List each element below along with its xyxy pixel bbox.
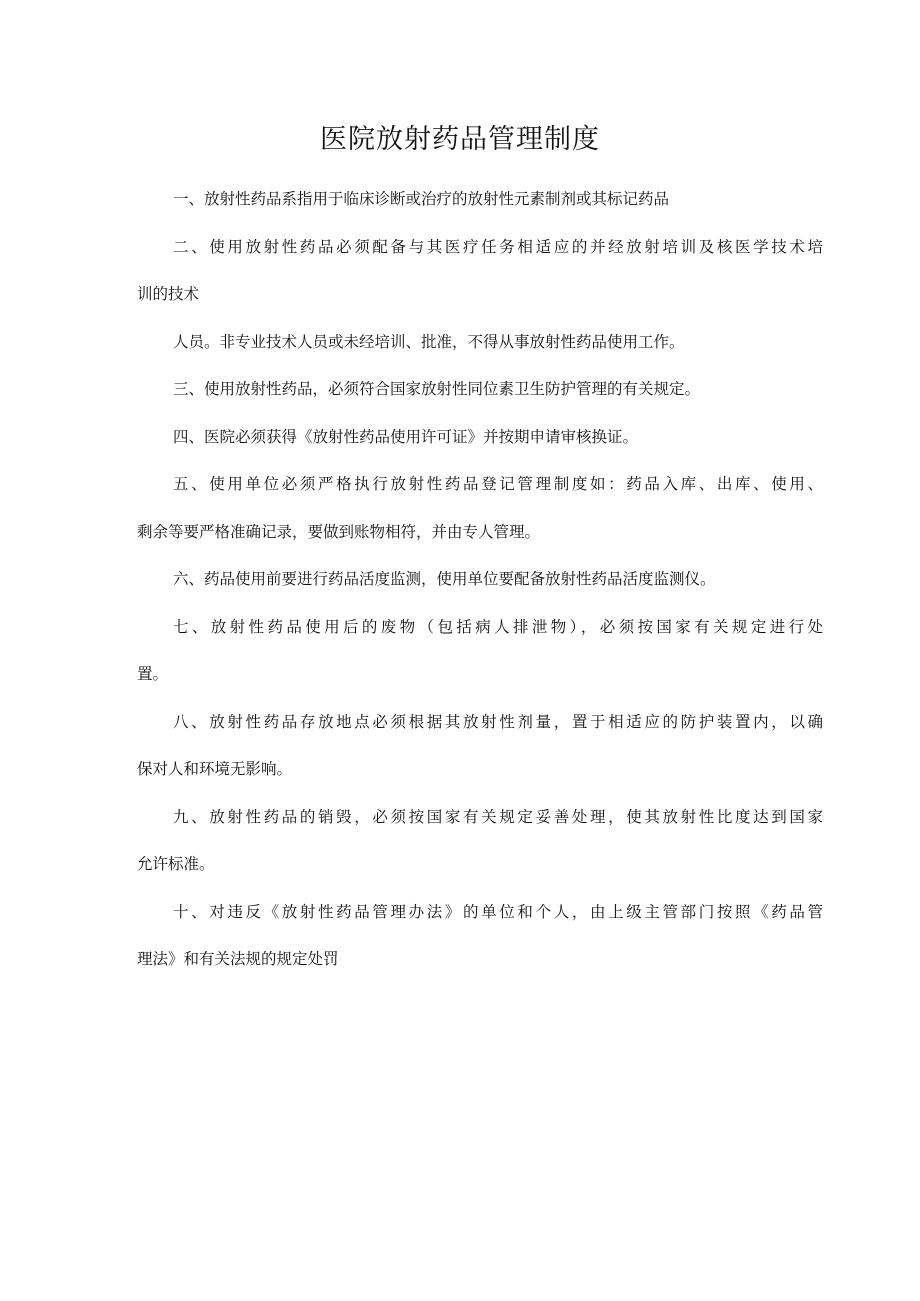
clause-2-line-2: 训的技术 [137,285,200,303]
clause-8-line-2: 保对人和环境无影响。 [137,760,293,778]
clause-9-line-1: 九、放射性药品的销毁，必须按国家有关规定妥善处理，使其放射性比度达到国家 [173,807,823,826]
clause-9-line-2: 允许标准。 [137,855,215,873]
clause-7-line-1: 七、放射性药品使用后的废物（包括病人排泄物），必须按国家有关规定进行处 [173,617,823,636]
clause-5-line-2: 剩余等要严格准确记录，要做到账物相符，并由专人管理。 [137,522,541,541]
page-title: 医院放射药品管理制度 [320,124,600,155]
clause-2-line-1: 二、使用放射性药品必须配备与其医疗任务相适应的并经放射培训及核医学技术培 [173,237,823,256]
clause-1-line-1: 一、放射性药品系指用于临床诊断或治疗的放射性元素制剂或其标记药品 [173,190,670,208]
clause-8-line-1: 八、放射性药品存放地点必须根据其放射性剂量，置于相适应的防护装置内，以确 [173,712,823,731]
document-body [137,176,823,984]
clause-10-line-2: 理法》和有关法规的规定处罚 [137,950,339,968]
clause-7-line-2: 置。 [137,665,169,683]
clause-2-line-3: 人员。非专业技术人员或未经培训、批准，不得从事放射性药品使用工作。 [173,332,685,351]
clause-3-line-1: 三、使用放射性药品，必须符合国家放射性同位素卫生防护管理的有关规定。 [173,380,701,398]
clause-4-line-1: 四、医院必须获得《放射性药品使用许可证》并按期申请审核换证。 [173,427,639,446]
clause-5-line-1: 五、使用单位必须严格执行放射性药品登记管理制度如：药品入库、出库、使用、 [173,475,823,493]
clause-6-line-1: 六、药品使用前要进行药品活度监测，使用单位要配备放射性药品活度监测仪。 [173,570,716,588]
clause-10-line-1: 十、对违反《放射性药品管理办法》的单位和个人，由上级主管部门按照《药品管 [173,902,823,921]
